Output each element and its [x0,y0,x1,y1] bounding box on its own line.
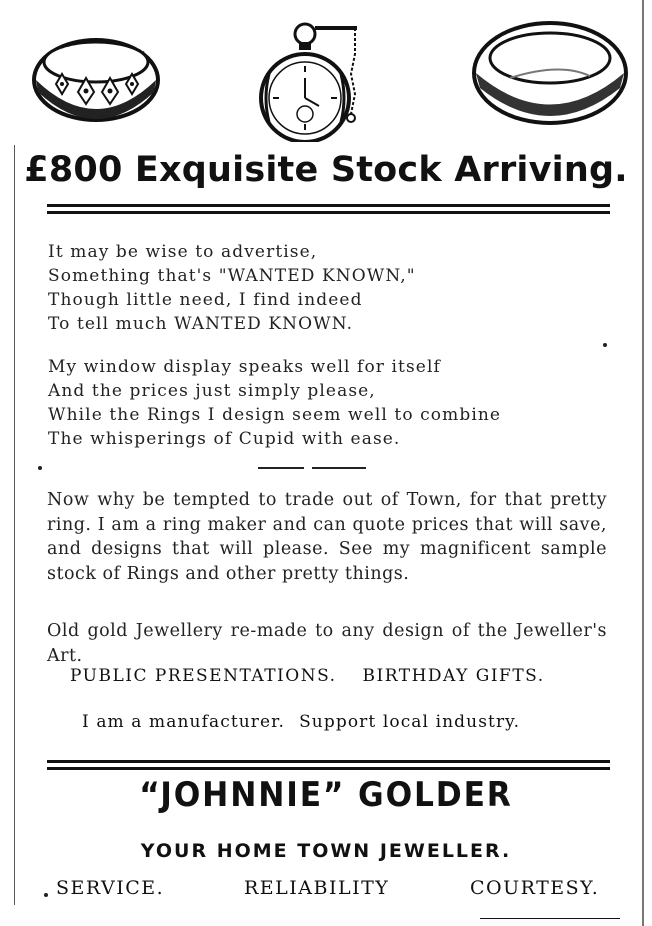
bottom-rule-1 [47,760,610,763]
verse-line: Something that's "WANTED KNOWN," [48,266,416,286]
jeweller-name: “JOHNNIE” GOLDER [139,775,513,815]
verse-line: My window display speaks well for itself [48,357,441,377]
right-border-line [642,0,644,926]
ink-speck [44,893,48,897]
birthday-gifts-text: BIRTHDAY GIFTS. [362,666,545,686]
manufacturer-text: I am a manufacturer. [82,712,286,732]
left-border-line [14,145,15,905]
bottom-rule-2 [47,767,610,770]
headline: £800 Exquisite Stock Arriving. [24,150,628,190]
section-divider-left [258,467,304,469]
gem-ring-illustration [26,18,166,128]
section-divider-right [312,467,366,469]
gold-band-ring-illustration [470,18,632,128]
bottom-corner-line [480,918,620,919]
verse-line: It may be wise to advertise, [48,242,318,262]
paragraph-ring-maker: Now why be tempted to trade out of Town, for that pretty ring. I am a ring maker and can quote prices that will save, and designs that will please. See my magnificent sample stock of Rings and other pretty things. [47,490,607,584]
local-industry-text: Support local industry. [299,712,521,732]
manufacturer-line [82,712,520,732]
value-courtesy: COURTESY. [470,877,600,899]
verse-line: While the Rings I design seem well to combine [48,405,502,425]
verse-line: And the prices just simply please, [48,381,376,401]
ink-speck [38,466,42,470]
ink-speck [603,343,607,347]
paragraph-old-gold: Old gold Jewellery re-made to any design of the Jeweller's Art. [47,621,607,666]
tagline: YOUR HOME TOWN JEWELLER. [140,840,512,862]
top-rule-2 [47,211,610,214]
value-service: SERVICE. [56,877,165,899]
public-presentations-text: PUBLIC PRESENTATIONS. [70,666,337,686]
verse-stanza-2 [48,355,501,451]
top-rule-1 [47,204,610,207]
verse-stanza-1 [48,240,416,336]
verse-line: To tell much WANTED KNOWN. [48,314,354,334]
pocket-watch-illustration [255,14,375,142]
presentations-line [70,666,545,686]
verse-line: The whisperings of Cupid with ease. [48,429,401,449]
verse-line: Though little need, I find indeed [48,290,363,310]
value-reliability: RELIABILITY [244,877,390,899]
